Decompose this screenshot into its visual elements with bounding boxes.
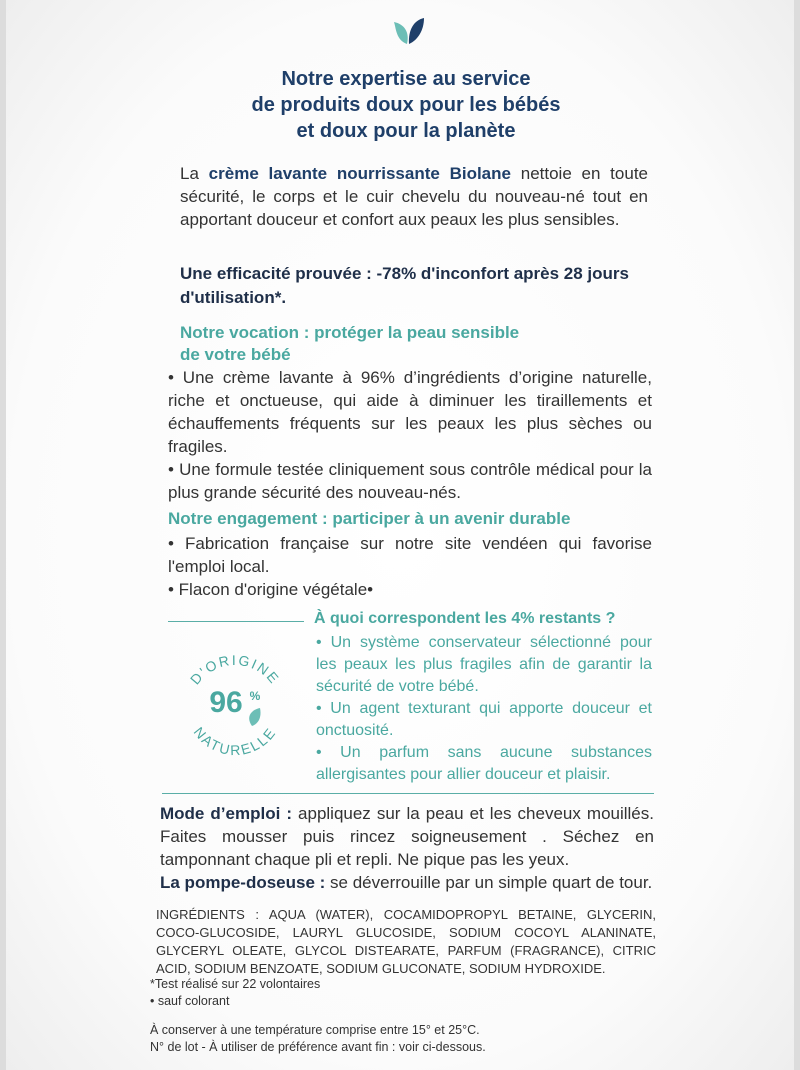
remains-bullets — [316, 632, 652, 786]
vocation-title-line-2: de votre bébé — [180, 345, 291, 364]
natural-origin-badge-icon — [176, 648, 294, 766]
pump-label: La pompe-doseuse : — [160, 873, 326, 892]
divider-left — [168, 621, 304, 622]
headline-line-1: Notre expertise au service — [281, 68, 531, 90]
usage-instructions — [160, 802, 654, 894]
intro-rest: nettoie en toute sécurité, le corps et le cuir chevelu du nouveau-né tout en apportant douceur et confort aux peaux les plus sensibles. — [180, 164, 648, 229]
vocation-bullets — [168, 366, 652, 504]
badge-bottom-text: NATURELLE — [190, 723, 280, 759]
headline-line-3: et doux pour la planète — [296, 120, 516, 142]
ingredients-list: INGRÉDIENTS : AQUA (WATER), COCAMIDOPROPYL BETAINE, GLYCERIN, COCO-GLUCOSIDE, LAURYL GLUCOSIDE, SODIUM COCOYL ALANINATE, GLYCERYL OLEATE, GLYCOL DISTEARATE, PARFUM (FRAGRANCE), CITRIC ACID, SODIUM BENZOATE, SODIUM GLUCONATE, SODIUM HYDROXIDE. — [156, 907, 656, 976]
badge-leaf-icon — [249, 708, 260, 726]
engagement-bullets — [168, 532, 652, 601]
intro-product-name: crème lavante nourrissante Biolane — [208, 164, 511, 183]
badge-top-text: D'ORIGINE — [186, 651, 284, 688]
remains-bullet-3: • Un parfum sans aucune substances allergisantes pour allier douceur et plaisir. — [316, 744, 652, 783]
remains-title: À quoi correspondent les 4% restants ? — [314, 610, 616, 627]
footnotes — [150, 976, 650, 1010]
vocation-bullet-1: • Une crème lavante à 96% d’ingrédients d’origine naturelle, riche et onctueuse, qui aide à diminuer les tiraillements et échauffements fréquents sur les peaux les plus sèches ou fragiles. — [168, 368, 652, 456]
pump-text: se déverrouille par un simple quart de tour. — [325, 873, 653, 892]
storage-info — [150, 1022, 650, 1056]
engagement-bullet-2: • Flacon d'origine végétale• — [168, 580, 374, 599]
storage-line-1: À conserver à une température comprise entre 15° et 25°C. — [150, 1023, 480, 1037]
remains-bullet-2: • Un agent texturant qui apporte douceur et onctuosité. — [316, 700, 652, 739]
headline — [186, 66, 626, 144]
intro-lead: La — [180, 164, 209, 183]
intro-paragraph — [180, 162, 648, 231]
headline-line-2: de produits doux pour les bébés — [251, 94, 561, 116]
leaf-logo-icon — [390, 14, 426, 50]
engagement-title: Notre engagement : participer à un avenir durable — [168, 509, 571, 528]
footnote-colorant: • sauf colorant — [150, 994, 230, 1008]
remains-bullet-1: • Un système conservateur sélectionné pour les peaux les plus fragiles afin de garantir la sécurité de votre bébé. — [316, 634, 652, 695]
divider-bottom — [162, 793, 654, 794]
vocation-title-line-1: Notre vocation : protéger la peau sensible — [180, 323, 520, 342]
vocation-title — [180, 322, 650, 366]
footnote-test: *Test réalisé sur 22 volontaires — [150, 977, 321, 991]
badge-number: 96 — [209, 686, 243, 719]
efficacy-claim: Une efficacité prouvée : -78% d'inconfort après 28 jours d'utilisation*. — [180, 264, 629, 307]
badge-percent: % — [249, 689, 261, 703]
usage-label: Mode d’emploi : — [160, 804, 292, 823]
engagement-bullet-1: • Fabrication française sur notre site vendéen qui favorise l'emploi local. — [168, 534, 652, 576]
vocation-bullet-2: • Une formule testée cliniquement sous contrôle médical pour la plus grande sécurité des nouveau-nés. — [168, 460, 652, 502]
usage-paragraph — [160, 802, 654, 871]
usage-text: appliquez sur la peau et les cheveux mouillés. Faites mousser puis rincez soigneusement . Séchez en tamponnant chaque pli et repli. Ne pique pas les yeux. — [160, 804, 654, 869]
pump-paragraph — [160, 871, 654, 894]
storage-line-2: N° de lot - À utiliser de préférence avant fin : voir ci-dessous. — [150, 1040, 486, 1054]
